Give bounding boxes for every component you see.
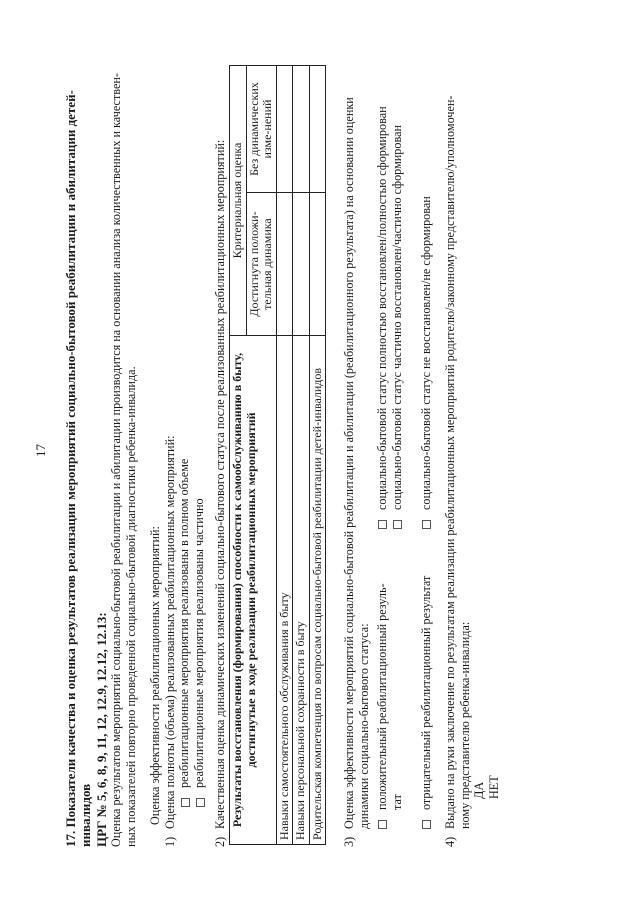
row-label: Навыки персональной сохранности в быту	[293, 336, 310, 845]
option-label: социально-бытовой статус полностью восстановлен/полностью сформирован	[375, 106, 390, 510]
item-text: Выдано на руки заключение по результатам реализации реабилитационных мероприятий родителю/законному представителю/уполномочен-	[443, 95, 458, 829]
positive-outcome	[375, 54, 404, 847]
item-text-cont: ному представителю ребенка-инвалида:	[457, 621, 472, 829]
positive-dynamics-header: Достигнута положи-тельная динамика	[246, 193, 276, 336]
answer-yes[interactable]: ДА	[472, 781, 487, 799]
evaluation-table	[229, 65, 326, 845]
section-target-groups: ЦРГ № 5, 6, 8, 9, 11, 12, 12.9, 12.12, 12.13:	[93, 612, 109, 847]
table-row	[293, 66, 310, 845]
efficiency-item-1	[163, 54, 178, 847]
efficiency-heading: Оценка эффективности реабилитационных мероприятий:	[148, 526, 163, 825]
criteria-column-header: Критериальная оценка	[230, 66, 247, 336]
item-number: 4)	[443, 836, 458, 847]
positive-cell[interactable]	[309, 193, 326, 336]
positive-result-label: положительный реабилитационный резуль-	[375, 583, 390, 810]
negative-sub-option[interactable]	[419, 54, 434, 529]
positive-sub-option-2[interactable]	[390, 54, 405, 529]
no-dynamics-header: Без динамических изме-нений	[246, 66, 276, 193]
positive-sub-option-1[interactable]	[375, 54, 390, 529]
positive-cell[interactable]	[276, 193, 293, 336]
positive-result-option[interactable]	[375, 529, 404, 829]
option-label: социально-бытовой статус частично восстановлен/частично сформирован	[390, 124, 405, 510]
item-number: 3)	[342, 836, 357, 847]
checkbox-icon[interactable]	[196, 798, 205, 807]
option-partial[interactable]	[192, 54, 207, 847]
none-cell[interactable]	[276, 66, 293, 193]
checkbox-icon[interactable]	[422, 820, 431, 829]
section-title: 17. Показатели качества и оценка результатов реализации мероприятий социально-бытовой реабилитации и абилитации детей-инвалидов	[62, 90, 94, 847]
answer-no[interactable]: НЕТ	[487, 775, 501, 799]
negative-result-option[interactable]	[419, 529, 434, 829]
efficiency-item-2	[213, 54, 228, 847]
option-full[interactable]	[177, 54, 192, 847]
checkbox-icon[interactable]	[422, 520, 431, 529]
result-item-4	[443, 54, 458, 847]
page-number: 17	[33, 444, 48, 457]
positive-cell[interactable]	[293, 193, 310, 336]
option-label: реабилитационные мероприятия реализованы частично	[192, 498, 207, 788]
row-label: Родительская компетенция по вопросам социально-бытовой реабилитации детей-инвалидов	[309, 336, 326, 845]
result-item-3	[342, 54, 357, 847]
item-number: 1)	[162, 836, 177, 847]
intro-line-1: Оценка результатов мероприятий социально-бытовой реабилитации и абилитации производится на основании анализа количественных и качествен-	[109, 73, 124, 847]
checkbox-icon[interactable]	[181, 798, 190, 807]
intro-line-2: ных показателей повторно проведенной социально-бытовой диагностики ребенка-инвалида.	[123, 366, 138, 847]
results-column-header: Результаты восстановления (формирования) способности к самообслуживанию в быту, достигнутые в ходе реализации реабилитационных мероприятий	[230, 336, 277, 845]
checkbox-icon[interactable]	[378, 520, 387, 529]
item-text-cont: динамики социально-бытового статуса:	[356, 623, 371, 829]
table-row	[276, 66, 293, 845]
none-cell[interactable]	[309, 66, 326, 193]
item-text: Качественная оценка динамических изменений социально-бытового статуса после реализованных реабилитационных мероприятий:	[212, 139, 227, 829]
negative-outcome	[419, 54, 434, 847]
checkbox-icon[interactable]	[378, 820, 387, 829]
option-label: реабилитационные мероприятия реализованы в полном объеме	[177, 458, 192, 788]
table-row	[309, 66, 326, 845]
item-text: Оценка эффективности мероприятий социально-бытовой реабилитации и абилитации (реабилитационного результата) на основании оценки	[342, 97, 357, 829]
option-label: социально-бытовой статус не восстановлен/не сформирован	[418, 196, 433, 510]
checkbox-icon[interactable]	[393, 520, 402, 529]
item-number: 2)	[212, 836, 227, 847]
negative-result-label: отрицательный реабилитационный результат	[418, 575, 433, 810]
item-text: Оценка полноты (объема) реализованных реабилитационных мероприятий:	[162, 435, 177, 829]
positive-result-label-cont: тат	[390, 794, 405, 810]
row-label: Навыки самостоятельного обслуживания в быту	[276, 336, 293, 845]
none-cell[interactable]	[293, 66, 310, 193]
